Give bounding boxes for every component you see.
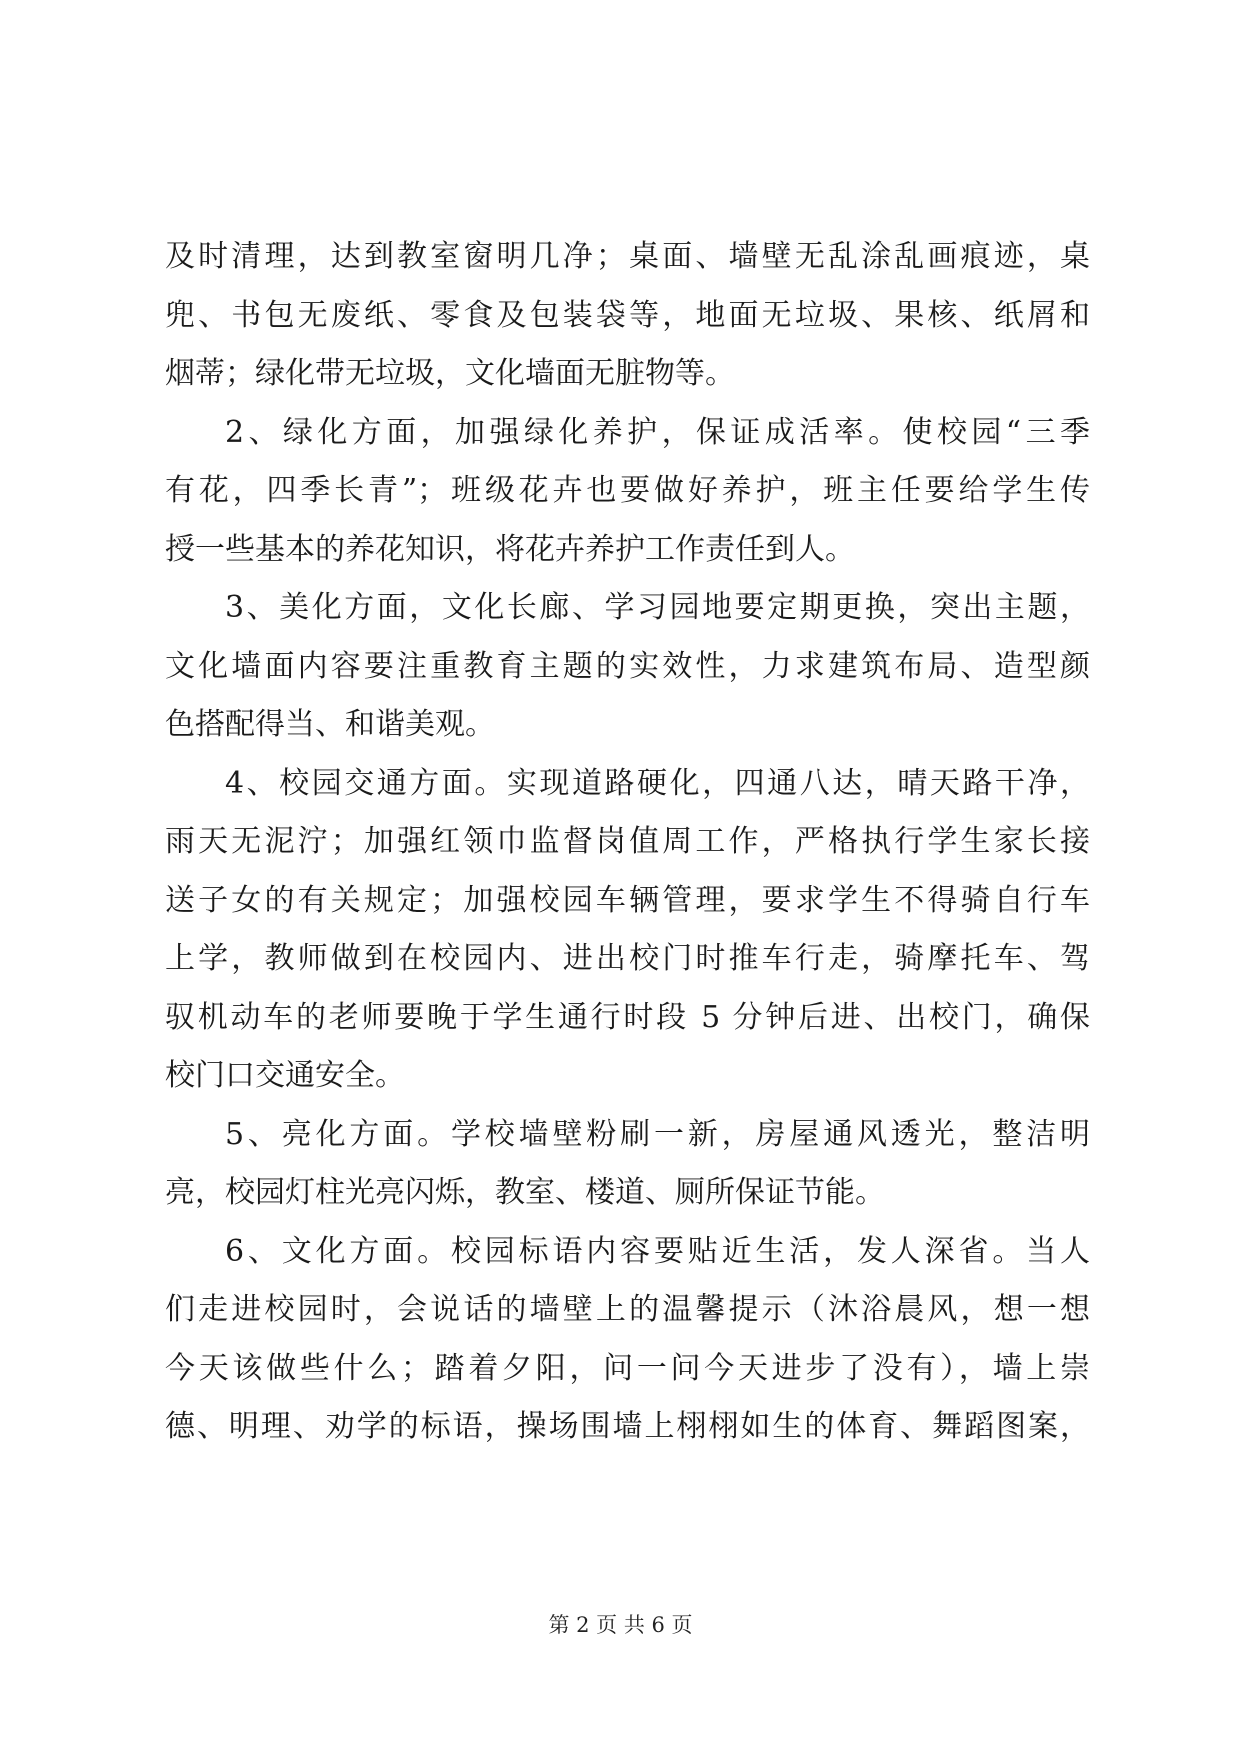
text-line: 有花，四季长青”；班级花卉也要做好养护，班主任要给学生传 [165, 473, 1090, 508]
text-line: 文化墙面内容要注重教育主题的实效性，力求建筑布局、造型颜 [165, 648, 1090, 684]
document-body [165, 228, 1090, 1457]
text-line: 2、绿化方面，加强绿化养护，保证成活率。使校园“三季 [225, 414, 1090, 450]
text-line: 4、校园交通方面。实现道路硬化，四通八达，晴天路干净， [225, 765, 1090, 801]
text-line: 今天该做些什么；踏着夕阳，问一问今天进步了没有），墙上崇 [165, 1350, 1090, 1386]
text-line: 德、明理、劝学的标语，操场围墙上栩栩如生的体育、舞蹈图案， [165, 1409, 1090, 1444]
text-line: 3、美化方面，文化长廊、学习园地要定期更换，突出主题， [225, 590, 1090, 625]
text-line: 雨天无泥泞；加强红领巾监督岗值周工作，严格执行学生家长接 [165, 824, 1090, 859]
text-line: 送子女的有关规定；加强校园车辆管理，要求学生不得骑自行车 [165, 882, 1090, 918]
text-line: 亮，校园灯柱光亮闪烁，教室、楼道、厕所保证节能。 [165, 1175, 885, 1210]
text-line: 烟蒂；绿化带无垃圾，文化墙面无脏物等。 [165, 356, 735, 391]
text-line: 5、亮化方面。学校墙壁粉刷一新，房屋通风透光，整洁明 [225, 1116, 1090, 1152]
text-line: 色搭配得当、和谐美观。 [165, 707, 495, 742]
text-line: 上学，教师做到在校园内、进出校门时推车行走，骑摩托车、驾 [165, 941, 1090, 976]
text-line: 驭机动车的老师要晚于学生通行时段 5 分钟后进、出校门，确保 [165, 999, 1090, 1035]
text-line: 授一些基本的养花知识，将花卉养护工作责任到人。 [165, 531, 855, 567]
text-line: 及时清理，达到教室窗明几净；桌面、墙壁无乱涂乱画痕迹，桌 [165, 239, 1090, 274]
text-line: 校门口交通安全。 [165, 1058, 405, 1093]
page-footer: 第 2 页 共 6 页 [548, 1613, 693, 1637]
text-line: 6、文化方面。校园标语内容要贴近生活，发人深省。当人 [225, 1233, 1090, 1269]
text-line: 兜、书包无废纸、零食及包装袋等，地面无垃圾、果核、纸屑和 [165, 297, 1090, 333]
text-line: 们走进校园时，会说话的墙壁上的温馨提示（沐浴晨风，想一想 [165, 1292, 1090, 1327]
